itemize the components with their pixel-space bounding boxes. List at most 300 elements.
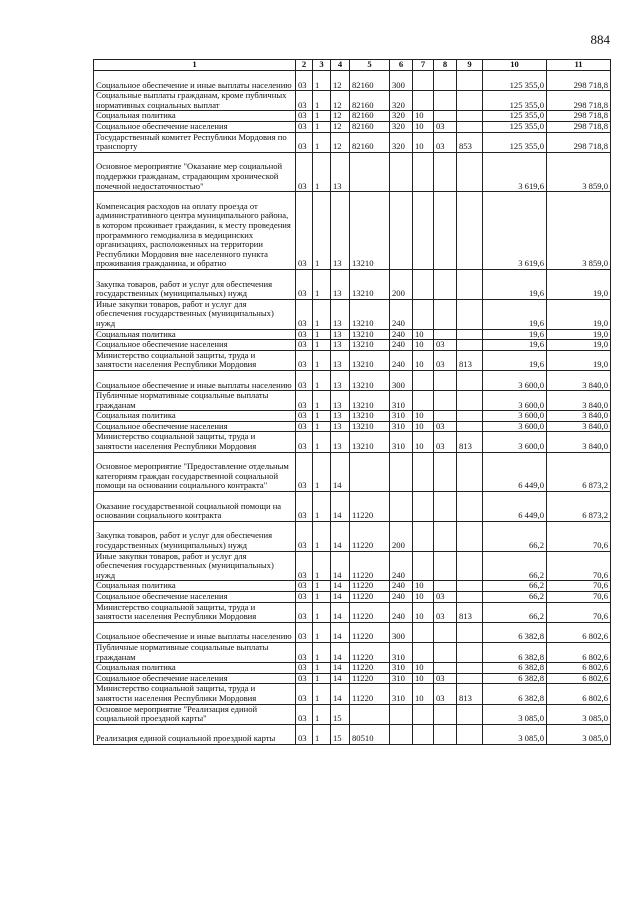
amount-year-1: 3 085,0	[483, 724, 547, 744]
subsection	[434, 643, 457, 663]
subsection: 03	[434, 350, 457, 370]
expense-type	[390, 192, 413, 270]
event-code: 14	[331, 673, 350, 684]
row-name: Публичные нормативные социальные выплаты гражданам	[94, 643, 296, 663]
section: 10	[413, 421, 434, 432]
amount-year-2: 3 840,0	[547, 421, 611, 432]
table-row	[94, 673, 611, 684]
row-name: Социальные выплаты гражданам, кроме публичных нормативных социальных выплат	[94, 91, 296, 111]
expense-type: 240	[390, 350, 413, 370]
ministry-code	[457, 581, 483, 592]
event-code: 13	[331, 329, 350, 340]
target-code: 13210	[350, 350, 390, 370]
section: 10	[413, 350, 434, 370]
amount-year-1: 3 600,0	[483, 411, 547, 422]
row-name: Министерство социальной защиты, труда и занятости населения Республики Мордовия	[94, 350, 296, 370]
amount-year-2: 6 802,6	[547, 622, 611, 642]
section-code: 03	[296, 724, 313, 744]
row-name: Социальное обеспечение населения	[94, 121, 296, 132]
expense-type: 310	[390, 411, 413, 422]
row-name: Социальная политика	[94, 581, 296, 592]
section	[413, 269, 434, 299]
ministry-code	[457, 299, 483, 329]
amount-year-1: 3 600,0	[483, 391, 547, 411]
table-row	[94, 299, 611, 329]
ministry-code	[457, 121, 483, 132]
section-code: 03	[296, 581, 313, 592]
amount-year-1: 19,6	[483, 269, 547, 299]
subprogram-code: 1	[313, 299, 331, 329]
subsection: 03	[434, 592, 457, 603]
column-header: 5	[350, 60, 390, 71]
amount-year-1: 6 382,8	[483, 622, 547, 642]
event-code: 14	[331, 452, 350, 491]
row-name: Министерство социальной защиты, труда и занятости населения Республики Мордовия	[94, 602, 296, 622]
section-code: 03	[296, 299, 313, 329]
section-code: 03	[296, 152, 313, 191]
budget-table	[93, 59, 611, 745]
subprogram-code: 1	[313, 91, 331, 111]
ministry-code	[457, 152, 483, 191]
expense-type: 300	[390, 622, 413, 642]
subprogram-code: 1	[313, 663, 331, 674]
ministry-code: 813	[457, 684, 483, 704]
amount-year-2: 298 718,8	[547, 111, 611, 122]
amount-year-2: 6 802,6	[547, 684, 611, 704]
table-row	[94, 340, 611, 351]
section-code: 03	[296, 340, 313, 351]
table-row	[94, 132, 611, 152]
amount-year-2: 19,0	[547, 340, 611, 351]
amount-year-2: 3 840,0	[547, 391, 611, 411]
section: 10	[413, 684, 434, 704]
section-code: 03	[296, 551, 313, 581]
event-code: 14	[331, 581, 350, 592]
event-code: 15	[331, 724, 350, 744]
section	[413, 521, 434, 551]
row-name: Социальное обеспечение населения	[94, 592, 296, 603]
subsection	[434, 581, 457, 592]
expense-type	[390, 704, 413, 724]
target-code	[350, 152, 390, 191]
amount-year-2: 70,6	[547, 581, 611, 592]
table-row	[94, 592, 611, 603]
target-code: 82160	[350, 71, 390, 91]
amount-year-1: 66,2	[483, 602, 547, 622]
event-code: 13	[331, 350, 350, 370]
subprogram-code: 1	[313, 340, 331, 351]
amount-year-1: 19,6	[483, 340, 547, 351]
section-code: 03	[296, 391, 313, 411]
section-code: 03	[296, 592, 313, 603]
row-name: Закупка товаров, работ и услуг для обеспечения государственных (муниципальных) нужд	[94, 521, 296, 551]
table-row	[94, 521, 611, 551]
subprogram-code: 1	[313, 370, 331, 390]
section-code: 03	[296, 111, 313, 122]
subsection	[434, 192, 457, 270]
subsection	[434, 391, 457, 411]
ministry-code	[457, 71, 483, 91]
ministry-code: 813	[457, 350, 483, 370]
section: 10	[413, 111, 434, 122]
section	[413, 391, 434, 411]
target-code: 11220	[350, 521, 390, 551]
subprogram-code: 1	[313, 551, 331, 581]
subprogram-code: 1	[313, 492, 331, 522]
subprogram-code: 1	[313, 71, 331, 91]
expense-type	[390, 724, 413, 744]
subsection	[434, 704, 457, 724]
table-row	[94, 704, 611, 724]
amount-year-1: 6 382,8	[483, 663, 547, 674]
subsection	[434, 724, 457, 744]
amount-year-1: 66,2	[483, 592, 547, 603]
subsection	[434, 452, 457, 491]
section-code: 03	[296, 663, 313, 674]
subsection	[434, 329, 457, 340]
row-name: Социальная политика	[94, 329, 296, 340]
column-header: 6	[390, 60, 413, 71]
row-name: Социальное обеспечение и иные выплаты населению	[94, 71, 296, 91]
expense-type: 300	[390, 370, 413, 390]
section: 10	[413, 340, 434, 351]
amount-year-2: 298 718,8	[547, 71, 611, 91]
subprogram-code: 1	[313, 432, 331, 452]
target-code: 11220	[350, 622, 390, 642]
event-code: 13	[331, 152, 350, 191]
amount-year-2: 70,6	[547, 521, 611, 551]
row-name: Социальное обеспечение и иные выплаты населению	[94, 370, 296, 390]
target-code: 11220	[350, 581, 390, 592]
expense-type: 240	[390, 581, 413, 592]
expense-type: 240	[390, 551, 413, 581]
target-code: 13210	[350, 340, 390, 351]
subsection	[434, 71, 457, 91]
event-code: 14	[331, 521, 350, 551]
subprogram-code: 1	[313, 643, 331, 663]
event-code: 14	[331, 551, 350, 581]
row-name: Иные закупки товаров, работ и услуг для обеспечения государственных (муниципальных) нужд	[94, 299, 296, 329]
target-code: 82160	[350, 132, 390, 152]
column-header: 1	[94, 60, 296, 71]
subsection	[434, 111, 457, 122]
ministry-code: 813	[457, 432, 483, 452]
amount-year-2: 3 859,0	[547, 152, 611, 191]
subprogram-code: 1	[313, 592, 331, 603]
expense-type: 200	[390, 269, 413, 299]
row-name: Закупка товаров, работ и услуг для обеспечения государственных (муниципальных) нужд	[94, 269, 296, 299]
event-code: 15	[331, 704, 350, 724]
amount-year-1: 3 619,6	[483, 152, 547, 191]
table-row	[94, 452, 611, 491]
amount-year-2: 19,0	[547, 329, 611, 340]
section: 10	[413, 592, 434, 603]
table-row	[94, 602, 611, 622]
event-code: 14	[331, 592, 350, 603]
ministry-code	[457, 551, 483, 581]
ministry-code: 853	[457, 132, 483, 152]
section	[413, 622, 434, 642]
row-name: Основное мероприятие "Реализация единой социальной проездной карты"	[94, 704, 296, 724]
section: 10	[413, 329, 434, 340]
subprogram-code: 1	[313, 622, 331, 642]
amount-year-2: 6 873,2	[547, 492, 611, 522]
amount-year-2: 3 085,0	[547, 704, 611, 724]
row-name: Социальная политика	[94, 663, 296, 674]
amount-year-1: 19,6	[483, 350, 547, 370]
subsection	[434, 370, 457, 390]
row-name: Социальная политика	[94, 411, 296, 422]
subsection: 03	[434, 602, 457, 622]
section-code: 03	[296, 684, 313, 704]
amount-year-2: 19,0	[547, 269, 611, 299]
ministry-code	[457, 452, 483, 491]
expense-type	[390, 152, 413, 191]
subprogram-code: 1	[313, 192, 331, 270]
row-name: Социальное обеспечение населения	[94, 673, 296, 684]
subsection: 03	[434, 340, 457, 351]
event-code: 12	[331, 111, 350, 122]
section	[413, 370, 434, 390]
section-code: 03	[296, 643, 313, 663]
subprogram-code: 1	[313, 350, 331, 370]
table-row	[94, 551, 611, 581]
section	[413, 299, 434, 329]
table-row	[94, 192, 611, 270]
subsection	[434, 152, 457, 191]
section: 10	[413, 602, 434, 622]
amount-year-1: 6 382,8	[483, 684, 547, 704]
table-row	[94, 432, 611, 452]
amount-year-1: 6 382,8	[483, 673, 547, 684]
ministry-code	[457, 91, 483, 111]
amount-year-1: 3 600,0	[483, 432, 547, 452]
section-code: 03	[296, 521, 313, 551]
subprogram-code: 1	[313, 391, 331, 411]
ministry-code	[457, 673, 483, 684]
ministry-code	[457, 521, 483, 551]
section-code: 03	[296, 673, 313, 684]
expense-type: 320	[390, 91, 413, 111]
amount-year-2: 6 802,6	[547, 673, 611, 684]
subprogram-code: 1	[313, 704, 331, 724]
target-code: 11220	[350, 592, 390, 603]
section-code: 03	[296, 71, 313, 91]
target-code: 11220	[350, 673, 390, 684]
expense-type: 310	[390, 432, 413, 452]
amount-year-1: 125 355,0	[483, 71, 547, 91]
table-row	[94, 684, 611, 704]
amount-year-1: 125 355,0	[483, 132, 547, 152]
ministry-code	[457, 370, 483, 390]
column-header: 11	[547, 60, 611, 71]
section-code: 03	[296, 350, 313, 370]
event-code: 14	[331, 622, 350, 642]
target-code: 13210	[350, 432, 390, 452]
table-row	[94, 724, 611, 744]
event-code: 13	[331, 432, 350, 452]
event-code: 13	[331, 391, 350, 411]
ministry-code	[457, 643, 483, 663]
target-code	[350, 704, 390, 724]
subprogram-code: 1	[313, 724, 331, 744]
ministry-code	[457, 269, 483, 299]
event-code: 13	[331, 299, 350, 329]
target-code: 13210	[350, 370, 390, 390]
expense-type: 320	[390, 121, 413, 132]
table-row	[94, 391, 611, 411]
row-name: Государственный комитет Республики Мордовия по транспорту	[94, 132, 296, 152]
amount-year-1: 3 085,0	[483, 704, 547, 724]
amount-year-2: 298 718,8	[547, 132, 611, 152]
event-code: 13	[331, 411, 350, 422]
amount-year-1: 66,2	[483, 581, 547, 592]
ministry-code: 813	[457, 602, 483, 622]
page-number: 884	[590, 32, 610, 47]
ministry-code	[457, 329, 483, 340]
subsection	[434, 91, 457, 111]
event-code: 14	[331, 492, 350, 522]
target-code: 80510	[350, 724, 390, 744]
target-code: 13210	[350, 329, 390, 340]
subsection	[434, 622, 457, 642]
table-row	[94, 121, 611, 132]
amount-year-1: 66,2	[483, 521, 547, 551]
subprogram-code: 1	[313, 684, 331, 704]
section-code: 03	[296, 492, 313, 522]
table-row	[94, 269, 611, 299]
row-name: Оказание государственной социальной помощи на основании социального контракта	[94, 492, 296, 522]
table-row	[94, 111, 611, 122]
section: 10	[413, 581, 434, 592]
amount-year-2: 70,6	[547, 551, 611, 581]
event-code: 14	[331, 684, 350, 704]
column-header: 9	[457, 60, 483, 71]
expense-type: 310	[390, 684, 413, 704]
target-code: 13210	[350, 421, 390, 432]
table-row	[94, 152, 611, 191]
table-row	[94, 492, 611, 522]
row-name: Социальное обеспечение населения	[94, 421, 296, 432]
table-row	[94, 329, 611, 340]
column-header: 7	[413, 60, 434, 71]
row-name: Реализация единой социальной проездной карты	[94, 724, 296, 744]
subsection: 03	[434, 421, 457, 432]
expense-type: 240	[390, 340, 413, 351]
subsection: 03	[434, 684, 457, 704]
event-code: 13	[331, 340, 350, 351]
subsection	[434, 663, 457, 674]
section-code: 03	[296, 704, 313, 724]
subprogram-code: 1	[313, 329, 331, 340]
subprogram-code: 1	[313, 673, 331, 684]
amount-year-1: 3 600,0	[483, 370, 547, 390]
amount-year-1: 19,6	[483, 299, 547, 329]
expense-type: 200	[390, 521, 413, 551]
target-code: 82160	[350, 111, 390, 122]
section	[413, 724, 434, 744]
section: 10	[413, 132, 434, 152]
column-header: 2	[296, 60, 313, 71]
event-code: 12	[331, 132, 350, 152]
subsection	[434, 521, 457, 551]
table-row	[94, 643, 611, 663]
section	[413, 192, 434, 270]
expense-type: 240	[390, 592, 413, 603]
event-code: 14	[331, 602, 350, 622]
subsection	[434, 492, 457, 522]
table-row	[94, 421, 611, 432]
section-code: 03	[296, 622, 313, 642]
amount-year-2: 70,6	[547, 592, 611, 603]
row-name: Компенсация расходов на оплату проезда от административного центра муниципального района, в котором проживает гражданин, к месту проведения программного гемодиализа в медицинских организациях, расположенных на территории Республики Мордовия вне населенного пункта проживания гражданина, и обратно	[94, 192, 296, 270]
amount-year-1: 66,2	[483, 551, 547, 581]
subprogram-code: 1	[313, 269, 331, 299]
amount-year-2: 19,0	[547, 299, 611, 329]
amount-year-2: 6 802,6	[547, 663, 611, 674]
amount-year-1: 6 449,0	[483, 452, 547, 491]
expense-type: 320	[390, 132, 413, 152]
amount-year-2: 19,0	[547, 350, 611, 370]
subsection	[434, 299, 457, 329]
subprogram-code: 1	[313, 581, 331, 592]
section	[413, 704, 434, 724]
ministry-code	[457, 391, 483, 411]
subprogram-code: 1	[313, 521, 331, 551]
target-code: 11220	[350, 684, 390, 704]
amount-year-2: 70,6	[547, 602, 611, 622]
expense-type: 310	[390, 643, 413, 663]
event-code: 12	[331, 71, 350, 91]
event-code: 14	[331, 643, 350, 663]
target-code: 11220	[350, 663, 390, 674]
column-header: 3	[313, 60, 331, 71]
section-code: 03	[296, 370, 313, 390]
section	[413, 551, 434, 581]
section: 10	[413, 411, 434, 422]
subprogram-code: 1	[313, 132, 331, 152]
target-code: 11220	[350, 602, 390, 622]
subprogram-code: 1	[313, 452, 331, 491]
ministry-code	[457, 192, 483, 270]
target-code: 13210	[350, 391, 390, 411]
subsection	[434, 269, 457, 299]
table-row	[94, 350, 611, 370]
amount-year-2: 6 802,6	[547, 643, 611, 663]
amount-year-1: 19,6	[483, 329, 547, 340]
event-code: 12	[331, 121, 350, 132]
expense-type: 320	[390, 111, 413, 122]
section-code: 03	[296, 132, 313, 152]
ministry-code	[457, 111, 483, 122]
subprogram-code: 1	[313, 152, 331, 191]
subprogram-code: 1	[313, 411, 331, 422]
row-name: Основное мероприятие "Оказание мер социальной поддержки гражданам, страдающим хронической почечной недостаточностью"	[94, 152, 296, 191]
event-code: 13	[331, 269, 350, 299]
section	[413, 452, 434, 491]
amount-year-1: 6 449,0	[483, 492, 547, 522]
amount-year-2: 3 840,0	[547, 411, 611, 422]
event-code: 12	[331, 91, 350, 111]
subsection	[434, 411, 457, 422]
ministry-code	[457, 592, 483, 603]
target-code: 11220	[350, 492, 390, 522]
row-name: Социальное обеспечение и иные выплаты населению	[94, 622, 296, 642]
target-code: 82160	[350, 121, 390, 132]
column-header: 10	[483, 60, 547, 71]
section-code: 03	[296, 269, 313, 299]
column-header: 8	[434, 60, 457, 71]
